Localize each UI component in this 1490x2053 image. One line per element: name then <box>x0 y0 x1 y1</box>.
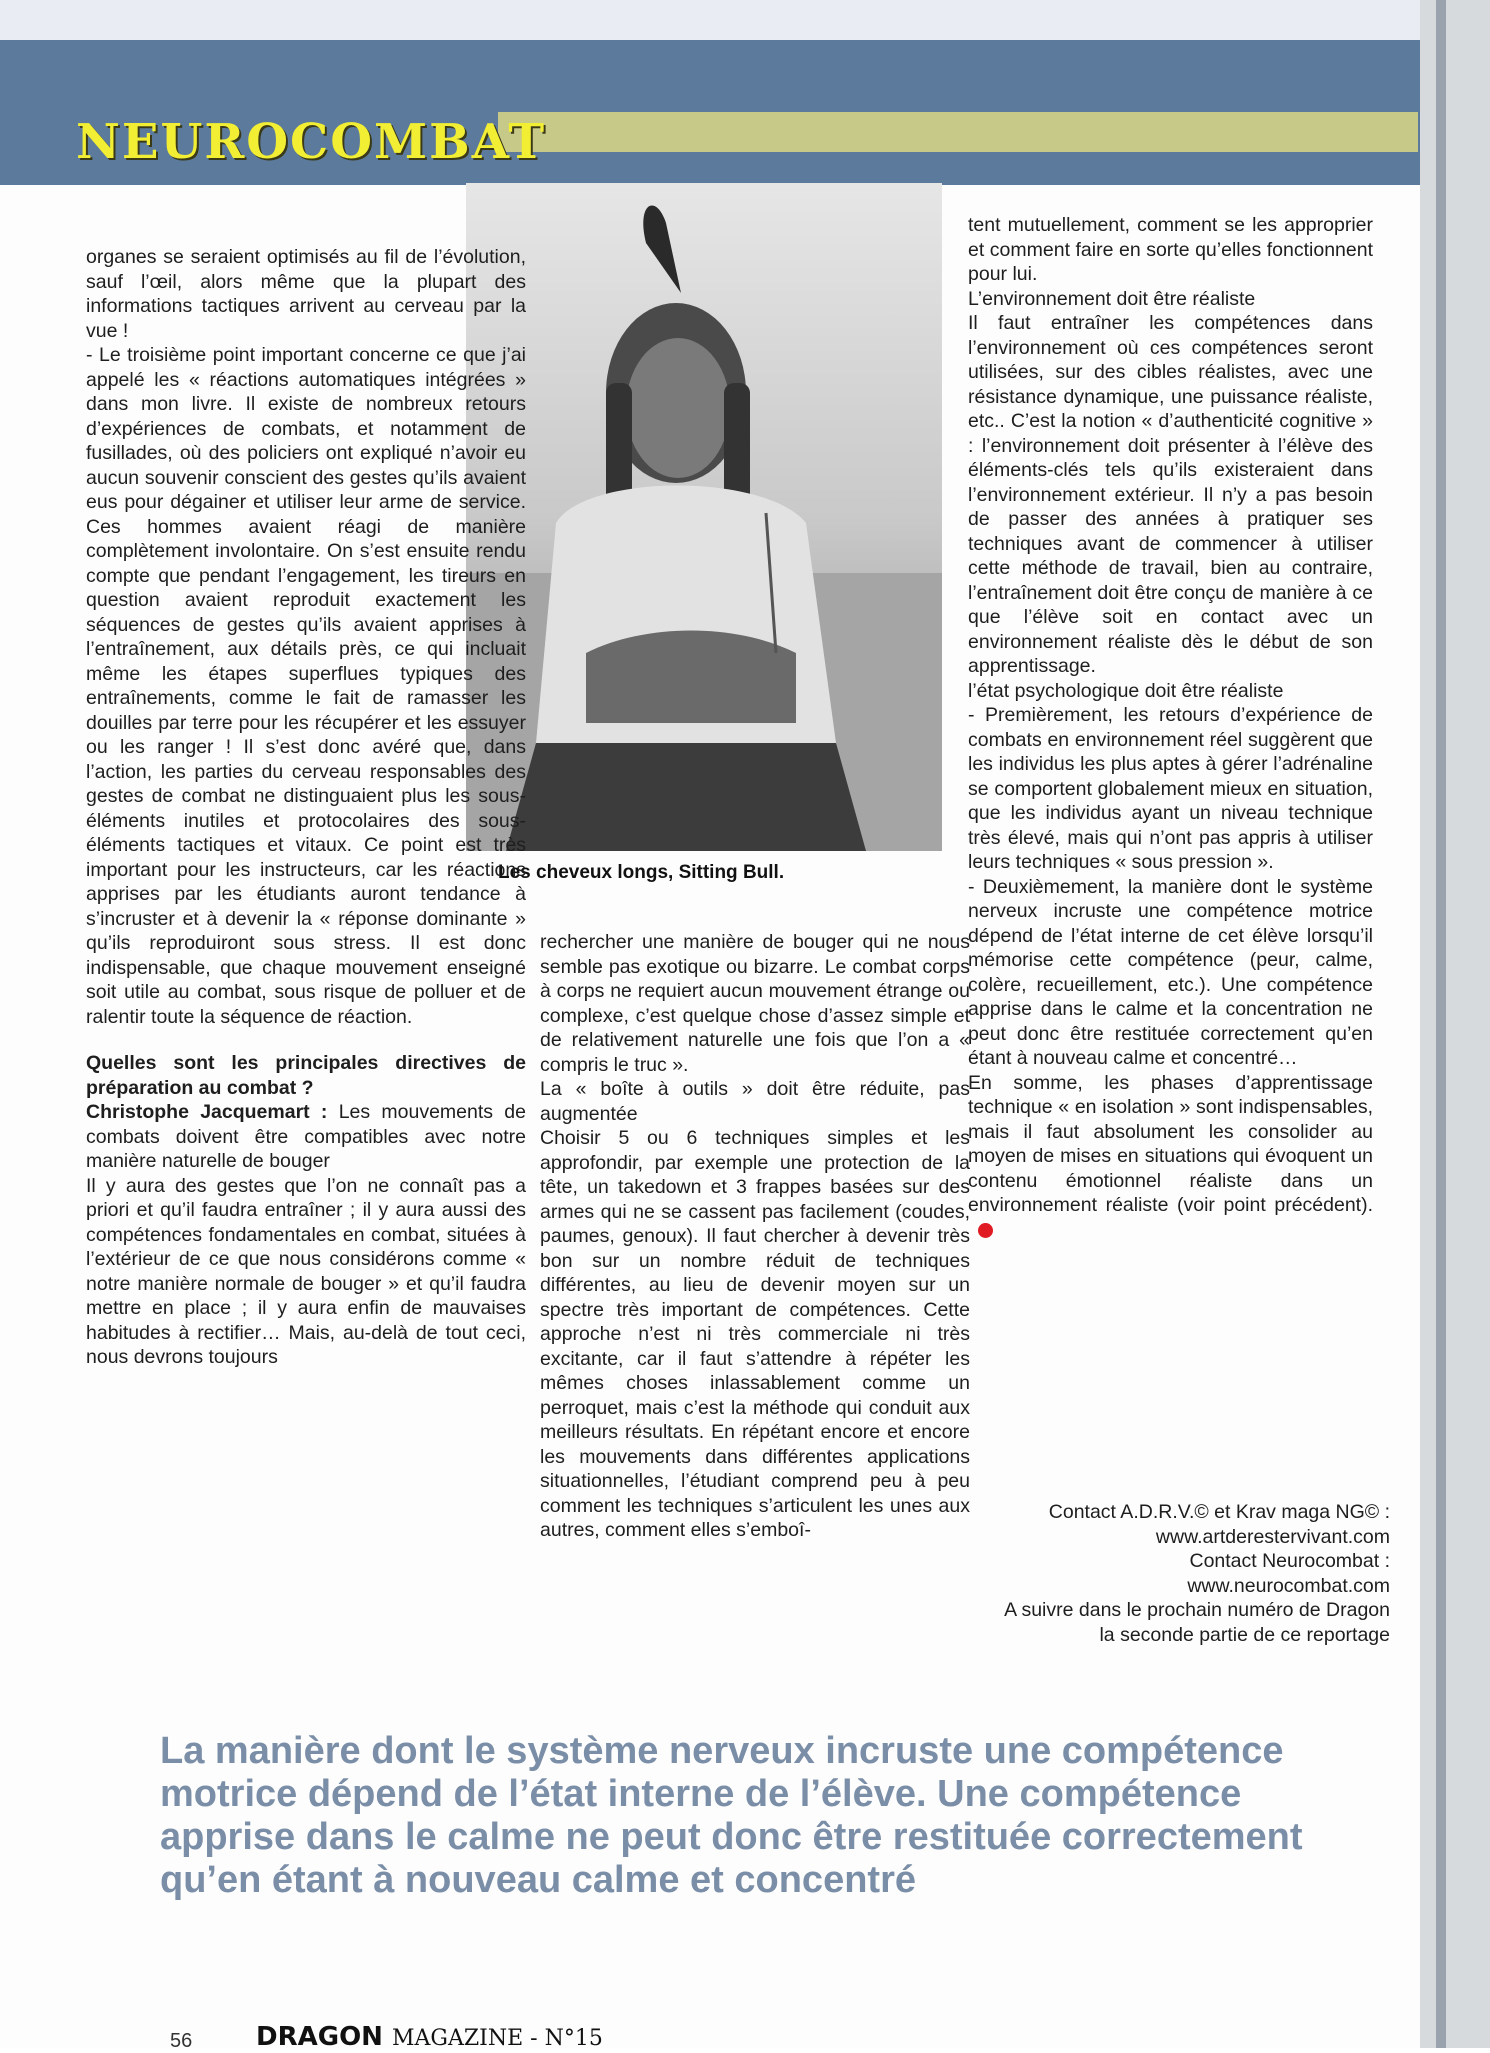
header-rule <box>498 112 1418 152</box>
column-2 <box>540 930 970 1543</box>
column-3-para-4: - Deuxièmement, la manière dont le système nerveux incruste une compétence motrice dépend de l’état interne de cet élève lorsqu’il mémorise cette compétence (peur, calme, colère, recueillement, etc.). Une compétence apprise dans le calme et la concentration ne peut donc être restituée correctement qu’en étant à nouveau calme et concentré… <box>968 875 1373 1069</box>
contact-line-3: Contact Neurocombat : <box>1189 1550 1390 1572</box>
contact-line-5: A suivre dans le prochain numéro de Dragon la seconde partie de ce reportage <box>1004 1599 1390 1646</box>
page-number: 56 <box>170 2030 193 2052</box>
column-3-para-1: tent mutuellement, comment se les approprier et comment faire en sorte qu’elles fonctionnent pour lui. <box>968 214 1373 285</box>
column-3-heading-1: L’environnement doit être réaliste <box>968 287 1256 310</box>
portrait-photo <box>466 183 942 851</box>
page-edge-shadow <box>1436 0 1446 2048</box>
magazine-brand: DRAGON <box>256 2022 383 2052</box>
column-3-para-5: En somme, les phases d’apprentissage technique « en isolation » sont indispensables, mais il faut absolument les consolider au moyen de mises en situations qui évoquent un contenu émotionnel réaliste dans un environnement réaliste (voir point précédent). <box>968 1071 1373 1216</box>
contact-block <box>998 1500 1390 1647</box>
pull-quote-text: La manière dont le système nerveux incruste une compétence motrice dépend de l’état interne de l’élève. Une compétence apprise dans le calme ne peut donc être restituée correctement qu’en étant à nouveau calme et concentré <box>160 1730 1303 1901</box>
column-3 <box>968 213 1373 1242</box>
column-1-para-1: organes se seraient optimisés au fil de l’évolution, sauf l’œil, alors même que la plupart des informations tactiques arrivent au cerveau par la vue ! <box>86 246 526 342</box>
interview-answer-rest: Il y aura des gestes que l’on ne connaît pas a priori et qu’il faudra entraîner ; il y aura aussi des compétences fondamentales en combat, situées à l’extérieur de ce que nous considérons comme « notre manière normale de bouger » et qu’il faudra mettre en place ; il y aura enfin de mauvaises habitudes à rectifier… Mais, au-delà de tout ceci, nous devrons toujours <box>86 1174 526 1368</box>
interview-question: Quelles sont les principales directives de préparation au combat ? <box>86 1052 526 1099</box>
contact-website-1[interactable]: www.artderestervivant.com <box>1155 1525 1390 1548</box>
column-2-para-2: Choisir 5 ou 6 techniques simples et les approfondir, par exemple une protection de la tête, un takedown et 3 frappes basées sur des armes qui ne se cassent pas facilement (coudes, paumes, genoux). Il faut chercher à devenir très bon sur un nombre réduit de techniques différentes, au lieu de devenir moyen sur un spectre très important de compétences. Cette approche n’est ni très commerciale ni très excitante, car il faut s’attendre à répéter les mêmes choses inlassablement comme un perroquet, mais c’est la méthode qui conduit aux meilleurs résultats. En répétant encore et encore les mouvements dans différentes applications situationnelles, l’étudiant comprend peu à peu comment les techniques s’articulent les unes aux autres, comment elles s’emboî- <box>540 1127 970 1541</box>
top-margin <box>0 0 1420 40</box>
portrait-illustration <box>466 183 942 851</box>
column-2-para-1: rechercher une manière de bouger qui ne nous semble pas exotique ou bizarre. Le combat corps à corps ne requiert aucun mouvement étrange ou complexe, c’est quelque chose d’assez simple et de relativement naturelle une fois que l’on a « compris le truc ». <box>540 931 970 1076</box>
magazine-issue: MAGAZINE - N°15 <box>392 2026 603 2051</box>
column-1-para-2: - Le troisième point important concerne ce que j’ai appelé les « réactions automatiques intégrées » dans mon livre. Il existe de nombreux retours d’expériences de combats, et notamment de fusillades, où des policiers ont expliqué n’avoir eu aucun souvenir conscient des gestes qu’ils avaient eus pour dégainer et utiliser leur arme de service. Ces hommes avaient réagi de manière complètement involontaire. On s’est ensuite rendu compte que pendant l’engagement, les tireurs en question avaient reproduit exactement les séquences de gestes qu’ils avaient apprises à l’entraînement, aux détails près, ce qui incluait même les étapes superflues typiques des entraînements, comme le fait de ramasser les douilles par terre pour les récupérer et les essuyer ou les ranger ! Il s’est donc avéré que, dans l’action, les parties du cerveau responsables des gestes de combat ne distinguaient plus les sous-éléments inutiles et protocolaires des sous-éléments tactiques et vitaux. Ce point est très important pour les instructeurs, car les réactions apprises par les étudiants auront tendance à s’incruster et à devenir la « réponse dominante » qu’ils reproduiront sous stress. Il est donc indispensable, que chaque mouvement enseigné soit utile au combat, sous risque de polluer et de ralentir toute la séquence de réaction. <box>86 344 526 1028</box>
interview-answer-start: Les mouvements de combats doivent être compatibles avec notre manière naturelle de bouger <box>86 1101 526 1172</box>
column-3-heading-2: l’état psychologique doit être réaliste <box>968 679 1284 702</box>
photo-caption: Les cheveux longs, Sitting Bull. <box>498 862 785 883</box>
page-edge <box>1420 0 1490 2048</box>
column-3-para-2: Il faut entraîner les compétences dans l’environnement où ces compétences seront utilisées, sur des cibles réalistes, avec une résistance dynamique, une puissance réaliste, etc.. C’est la notion « d’authenticité cognitive » : l’environnement doit présenter à l’élève des éléments-clés tels qu’ils existeraient dans l’environnement extérieur. Il n’y a pas besoin de passer des années à pratiquer ses techniques avant de commencer à utiliser cette méthode de travail, bien au contraire, l’entraînement doit être conçu de manière à ce que l’élève soit en contact avec un environnement réaliste dès le début de son apprentissage. <box>968 312 1373 677</box>
contact-line-1: Contact A.D.R.V.© et Krav maga NG© : <box>1048 1501 1390 1523</box>
column-1 <box>86 245 526 1370</box>
interview-speaker: Christophe Jacquemart : <box>86 1101 328 1123</box>
contact-website-2[interactable]: www.neurocombat.com <box>1187 1574 1390 1597</box>
end-of-article-dot <box>978 1223 993 1238</box>
section-title: NEUROCOMBAT <box>76 114 547 170</box>
column-2-heading: La « boîte à outils » doit être réduite, pas augmentée <box>540 1078 970 1125</box>
column-3-para-3: - Premièrement, les retours d’expérience de combats en environnement réel suggèrent que les individus les plus aptes à gérer l’adrénaline se comportent globalement mieux en situation, que les individus ayant un niveau technique très élevé, mais qui n’ont pas appris à utiliser leurs techniques « sous pression ». <box>968 704 1373 873</box>
pull-quote <box>160 1730 1320 1902</box>
